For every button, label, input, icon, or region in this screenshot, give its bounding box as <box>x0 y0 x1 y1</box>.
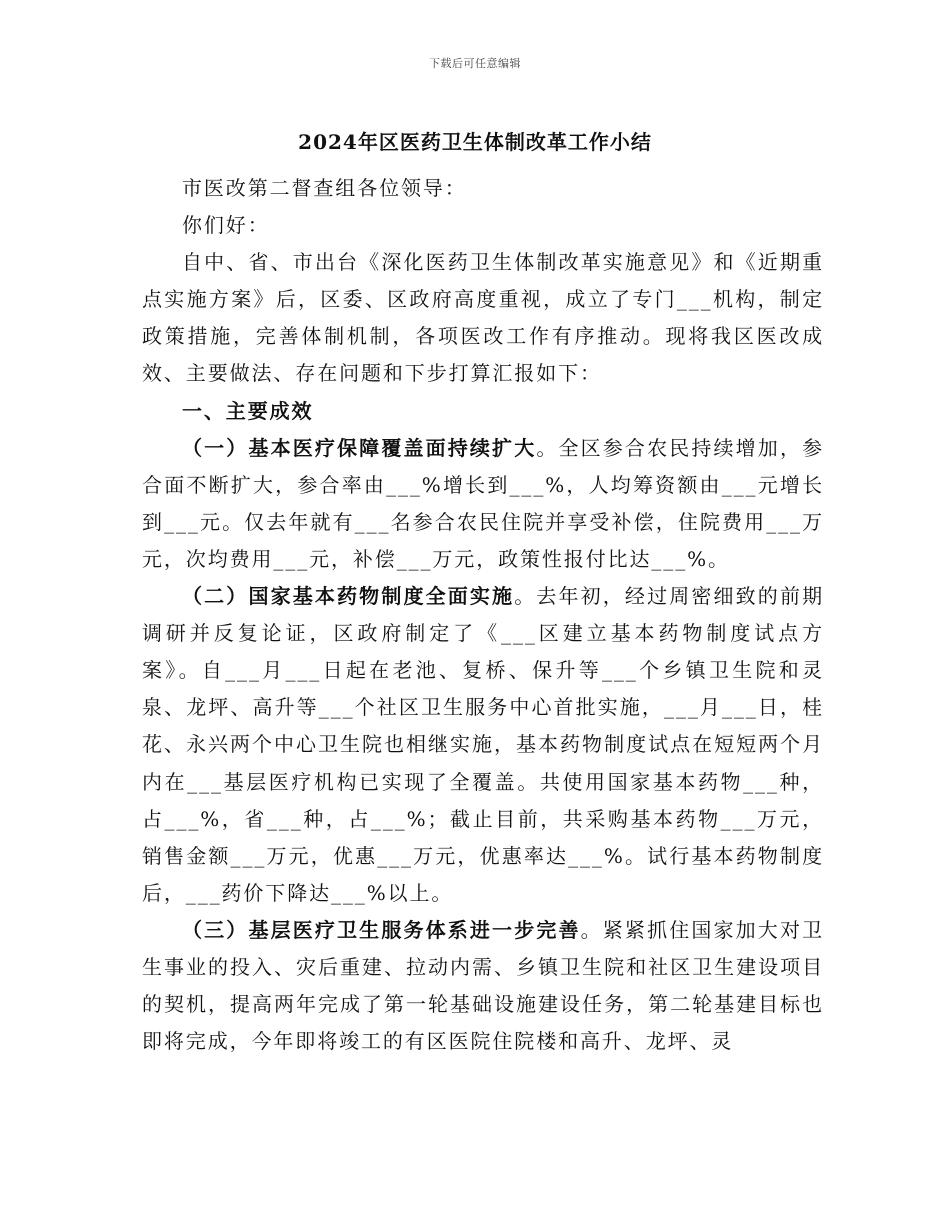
paragraph-item-1 <box>142 430 824 578</box>
document-body <box>142 170 824 1060</box>
paragraph-item-2 <box>142 578 824 912</box>
item-1-text: 。全区参合农民持续增加，参合面不断扩大，参合率由___%增长到___%，人均筹资额由___元增长到___元。仅去年就有___名参合农民住院并享受补偿，住院费用___万元，次均费用___元，补偿___万元，政策性报付比达___%。 <box>142 435 824 571</box>
item-3-text: 。紧紧抓住国家加大对卫生事业的投入、灾后重建、拉动内需、乡镇卫生院和社区卫生建设项目的契机，提高两年完成了第一轮基础设施建设任务，第二轮基建目标也即将完成，今年即将竣工的有区医院住院楼和高升、龙坪、灵 <box>142 917 825 1054</box>
document-title: 2024年区医药卫生体制改革工作小结 <box>298 130 652 154</box>
item-2-text: 。去年初，经过周密细致的前期调研并反复论证，区政府制定了《___区建立基本药物制度试点方案》。自___月___日起在老池、复桥、保升等___个乡镇卫生院和灵泉、龙坪、高升等___个社区卫生服务中心首批实施，___月___日，桂花、永兴两个中心卫生院也相继实施，基本药物制度试点在短短两个月内在___基层医疗机构已实现了全覆盖。共使用国家基本药物___种，占___%，省___种，占___%；截止目前，共采购基本药物___万元，销售金额___万元，优惠___万元，优惠率达___%。试行基本药物制度后，___药价下降达___%以上。 <box>142 584 825 905</box>
paragraph-item-3 <box>142 912 824 1060</box>
intro-paragraph: 自中、省、市出台《深化医药卫生体制改革实施意见》和《近期重点实施方案》后，区委、区政府高度重视，成立了专门___机构，制定政策措施，完善体制机制，各项医改工作有序推动。现将我区医改成效、主要做法、存在问题和下步打算汇报如下： <box>142 250 824 386</box>
salutation: 市医改第二督查组各位领导： <box>182 176 467 200</box>
greeting: 你们好： <box>182 213 270 238</box>
section-heading-main-results: 一、主要成效 <box>182 398 314 423</box>
item-2-lead: （二）国家基本药物制度全面实施 <box>182 584 515 609</box>
item-3-lead: （三）基层医疗卫生服务体系进一步完善 <box>182 917 581 942</box>
header-note: 下载后可任意编辑 <box>429 57 521 70</box>
item-1-lead: （一）基本医疗保障覆盖面持续扩大 <box>182 435 537 460</box>
